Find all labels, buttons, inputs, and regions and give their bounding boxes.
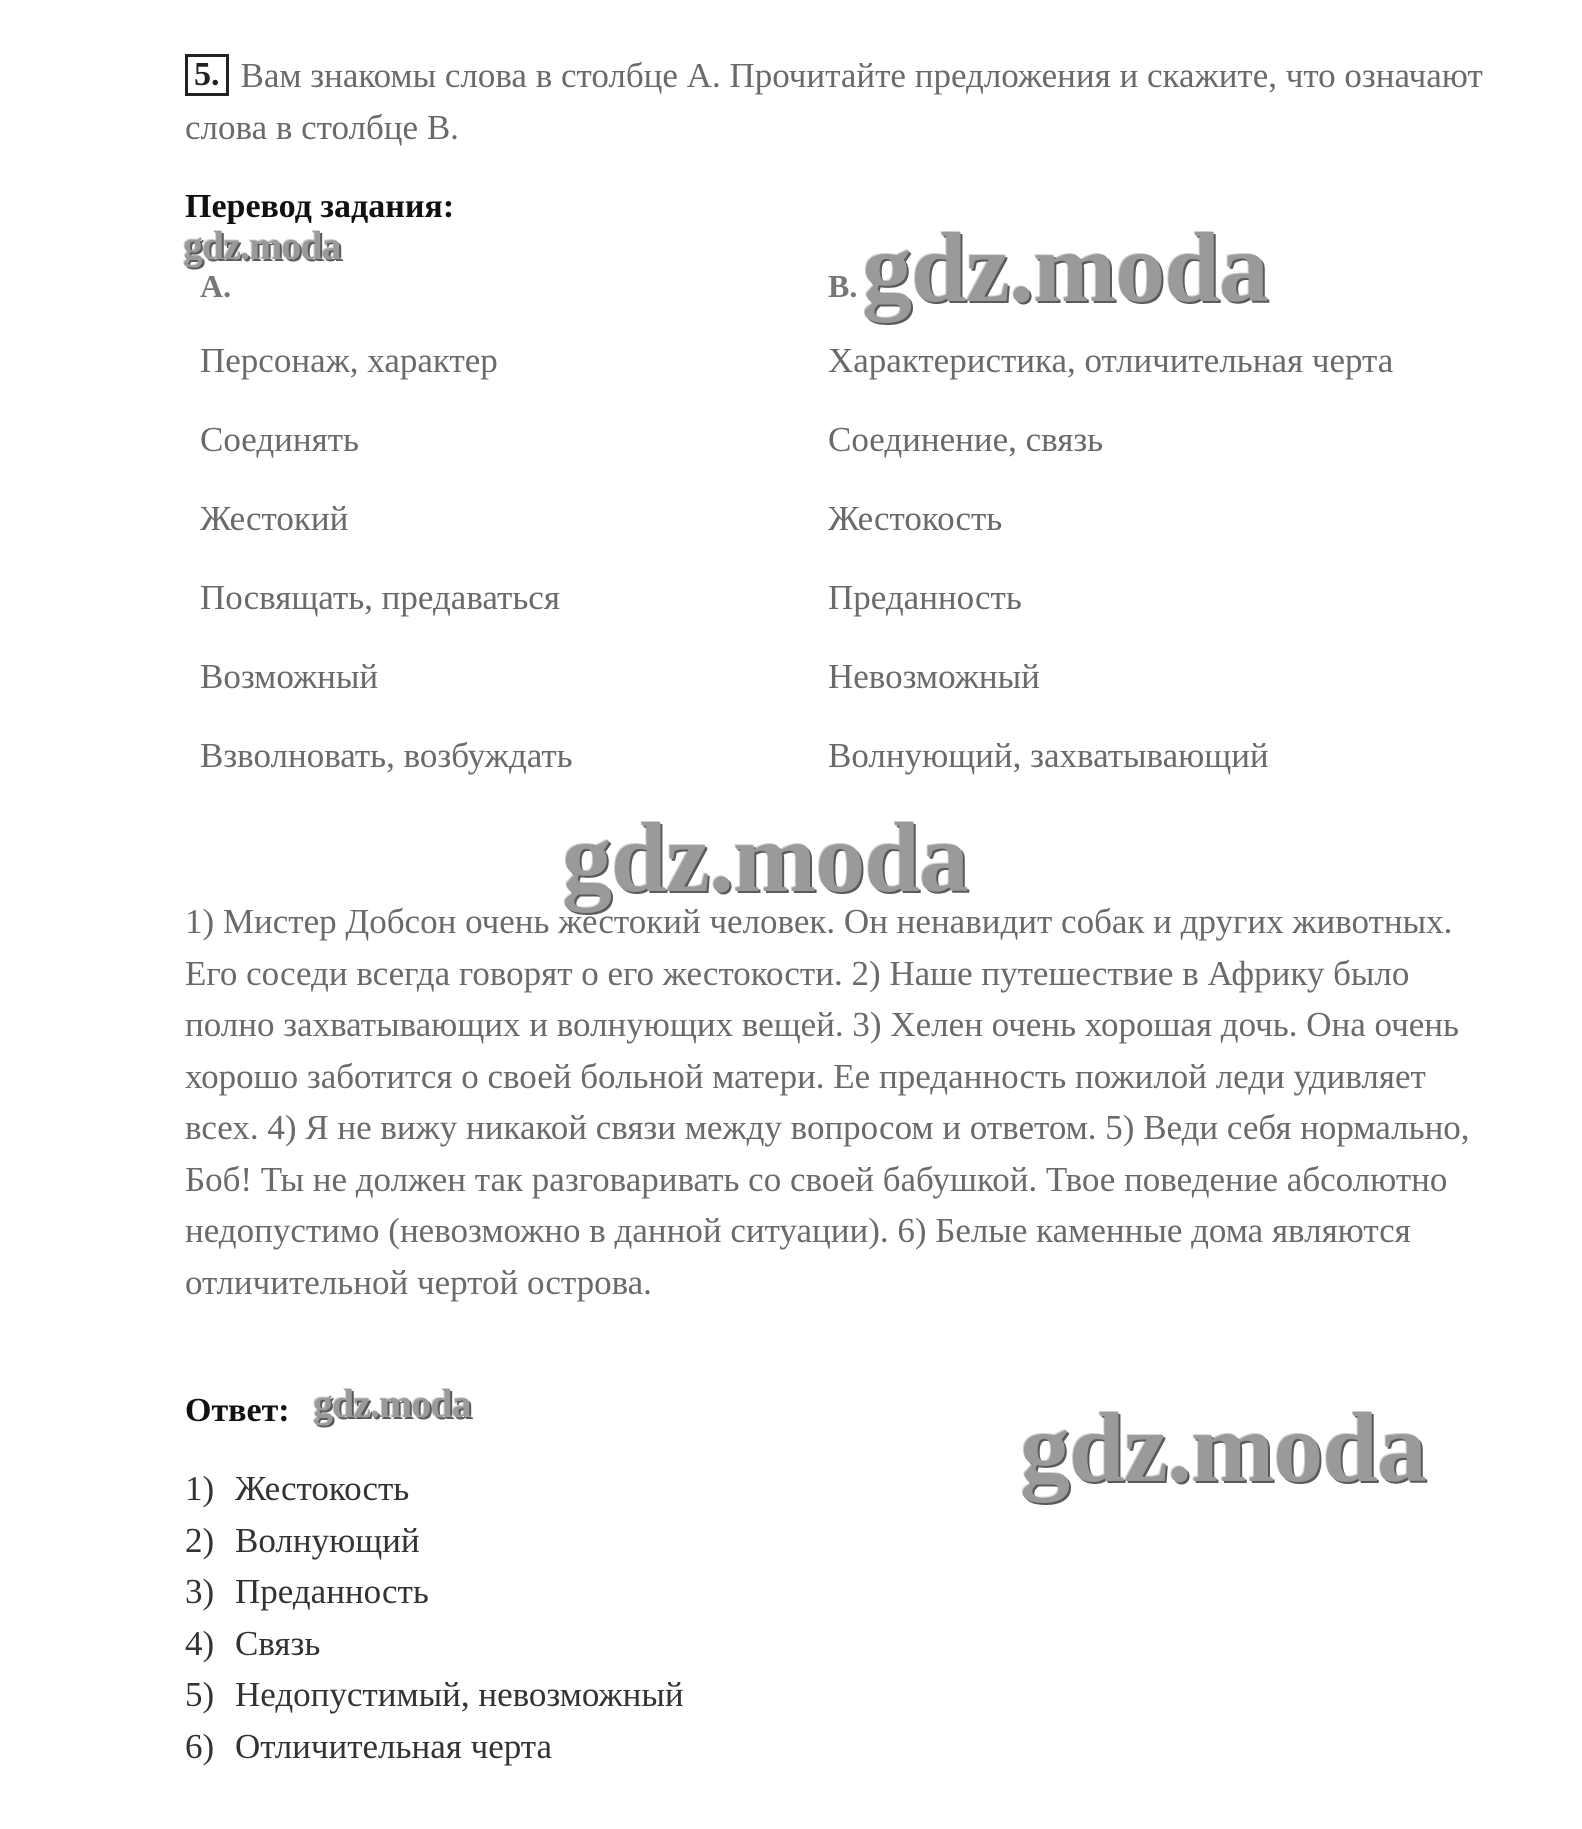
watermark-logo: gdz.moda	[1020, 1392, 1426, 1503]
answer-item	[185, 1463, 684, 1515]
column-b-word: Невозможный	[828, 657, 1040, 696]
answer-text: Преданность	[235, 1572, 429, 1611]
column-b-word: Жестокость	[828, 499, 1003, 538]
answer-list	[185, 1463, 684, 1772]
watermark-logo: gdz.moda	[183, 223, 341, 268]
column-a-word: Возможный	[200, 657, 379, 696]
column-a-word: Посвящать, предаваться	[200, 578, 560, 617]
answer-number: 4)	[185, 1623, 215, 1663]
answer-item	[185, 1669, 684, 1721]
column-b-word: Преданность	[828, 578, 1022, 617]
task-number: 5.	[185, 54, 229, 96]
column-a-word: Персонаж, характер	[200, 341, 498, 380]
answer-number: 5)	[185, 1675, 215, 1714]
column-b-word: Характеристика, отличительная черта	[828, 341, 1394, 380]
watermark-logo: gdz.moda	[313, 1381, 471, 1426]
column-a-word: Жестокий	[200, 499, 349, 538]
answer-item	[185, 1618, 684, 1670]
column-a-word: Соединять	[200, 420, 359, 459]
column-a-label: А.	[200, 268, 232, 304]
answer-item	[185, 1515, 684, 1567]
answer-text: Недопустимый, невозможный	[235, 1675, 684, 1714]
column-b	[828, 340, 1393, 814]
column-a	[200, 340, 573, 814]
column-b-word: Соединение, связь	[828, 420, 1104, 459]
watermark-logo: gdz.moda	[562, 802, 968, 913]
translated-sentences: 1) Мистер Добсон очень жестокий человек. Он ненавидит собак и других животных. Его соседи всегда говорят о его жестокости. 2) Наше путешествие в Африку было полно захватывающих и волнующих вещей. 3) Хелен очень хорошая дочь. Она очень хорошо заботится о своей больной матери. Ее преданность пожилой леди удивляет всех. 4) Я не вижу никакой связи между вопросом и ответом. 5) Веди себя нормально, Боб! Ты не должен так разговаривать со своей бабушкой. Твое поведение абсолютно недопустимо (невозможно в данной ситуации). 6) Белые каменные дома являются отличительной чертой острова.	[185, 902, 1470, 1302]
column-a-word: Взволновать, возбуждать	[200, 736, 573, 775]
answer-heading: Ответ:	[185, 1392, 290, 1429]
watermark-logo: gdz.moda	[862, 212, 1268, 323]
translation-heading: Перевод задания:	[185, 188, 455, 225]
answer-item	[185, 1721, 684, 1773]
answer-number: 3)	[185, 1572, 215, 1611]
column-b-label: В.	[828, 268, 858, 304]
task-statement	[185, 50, 1485, 154]
task-text: Вам знакомы слова в столбце A. Прочитайте предложения и скажите, что означают слова в столбце B.	[185, 56, 1483, 147]
answer-text: Жестокость	[235, 1469, 410, 1508]
answer-item	[185, 1566, 684, 1618]
answer-text: Связь	[235, 1623, 321, 1663]
column-b-word: Волнующий, захватывающий	[828, 736, 1269, 775]
answer-number: 2)	[185, 1520, 215, 1560]
answer-number: 1)	[185, 1469, 215, 1508]
answer-text: Волнующий	[235, 1520, 420, 1560]
answer-number: 6)	[185, 1726, 215, 1766]
answer-text: Отличительная черта	[235, 1726, 553, 1766]
